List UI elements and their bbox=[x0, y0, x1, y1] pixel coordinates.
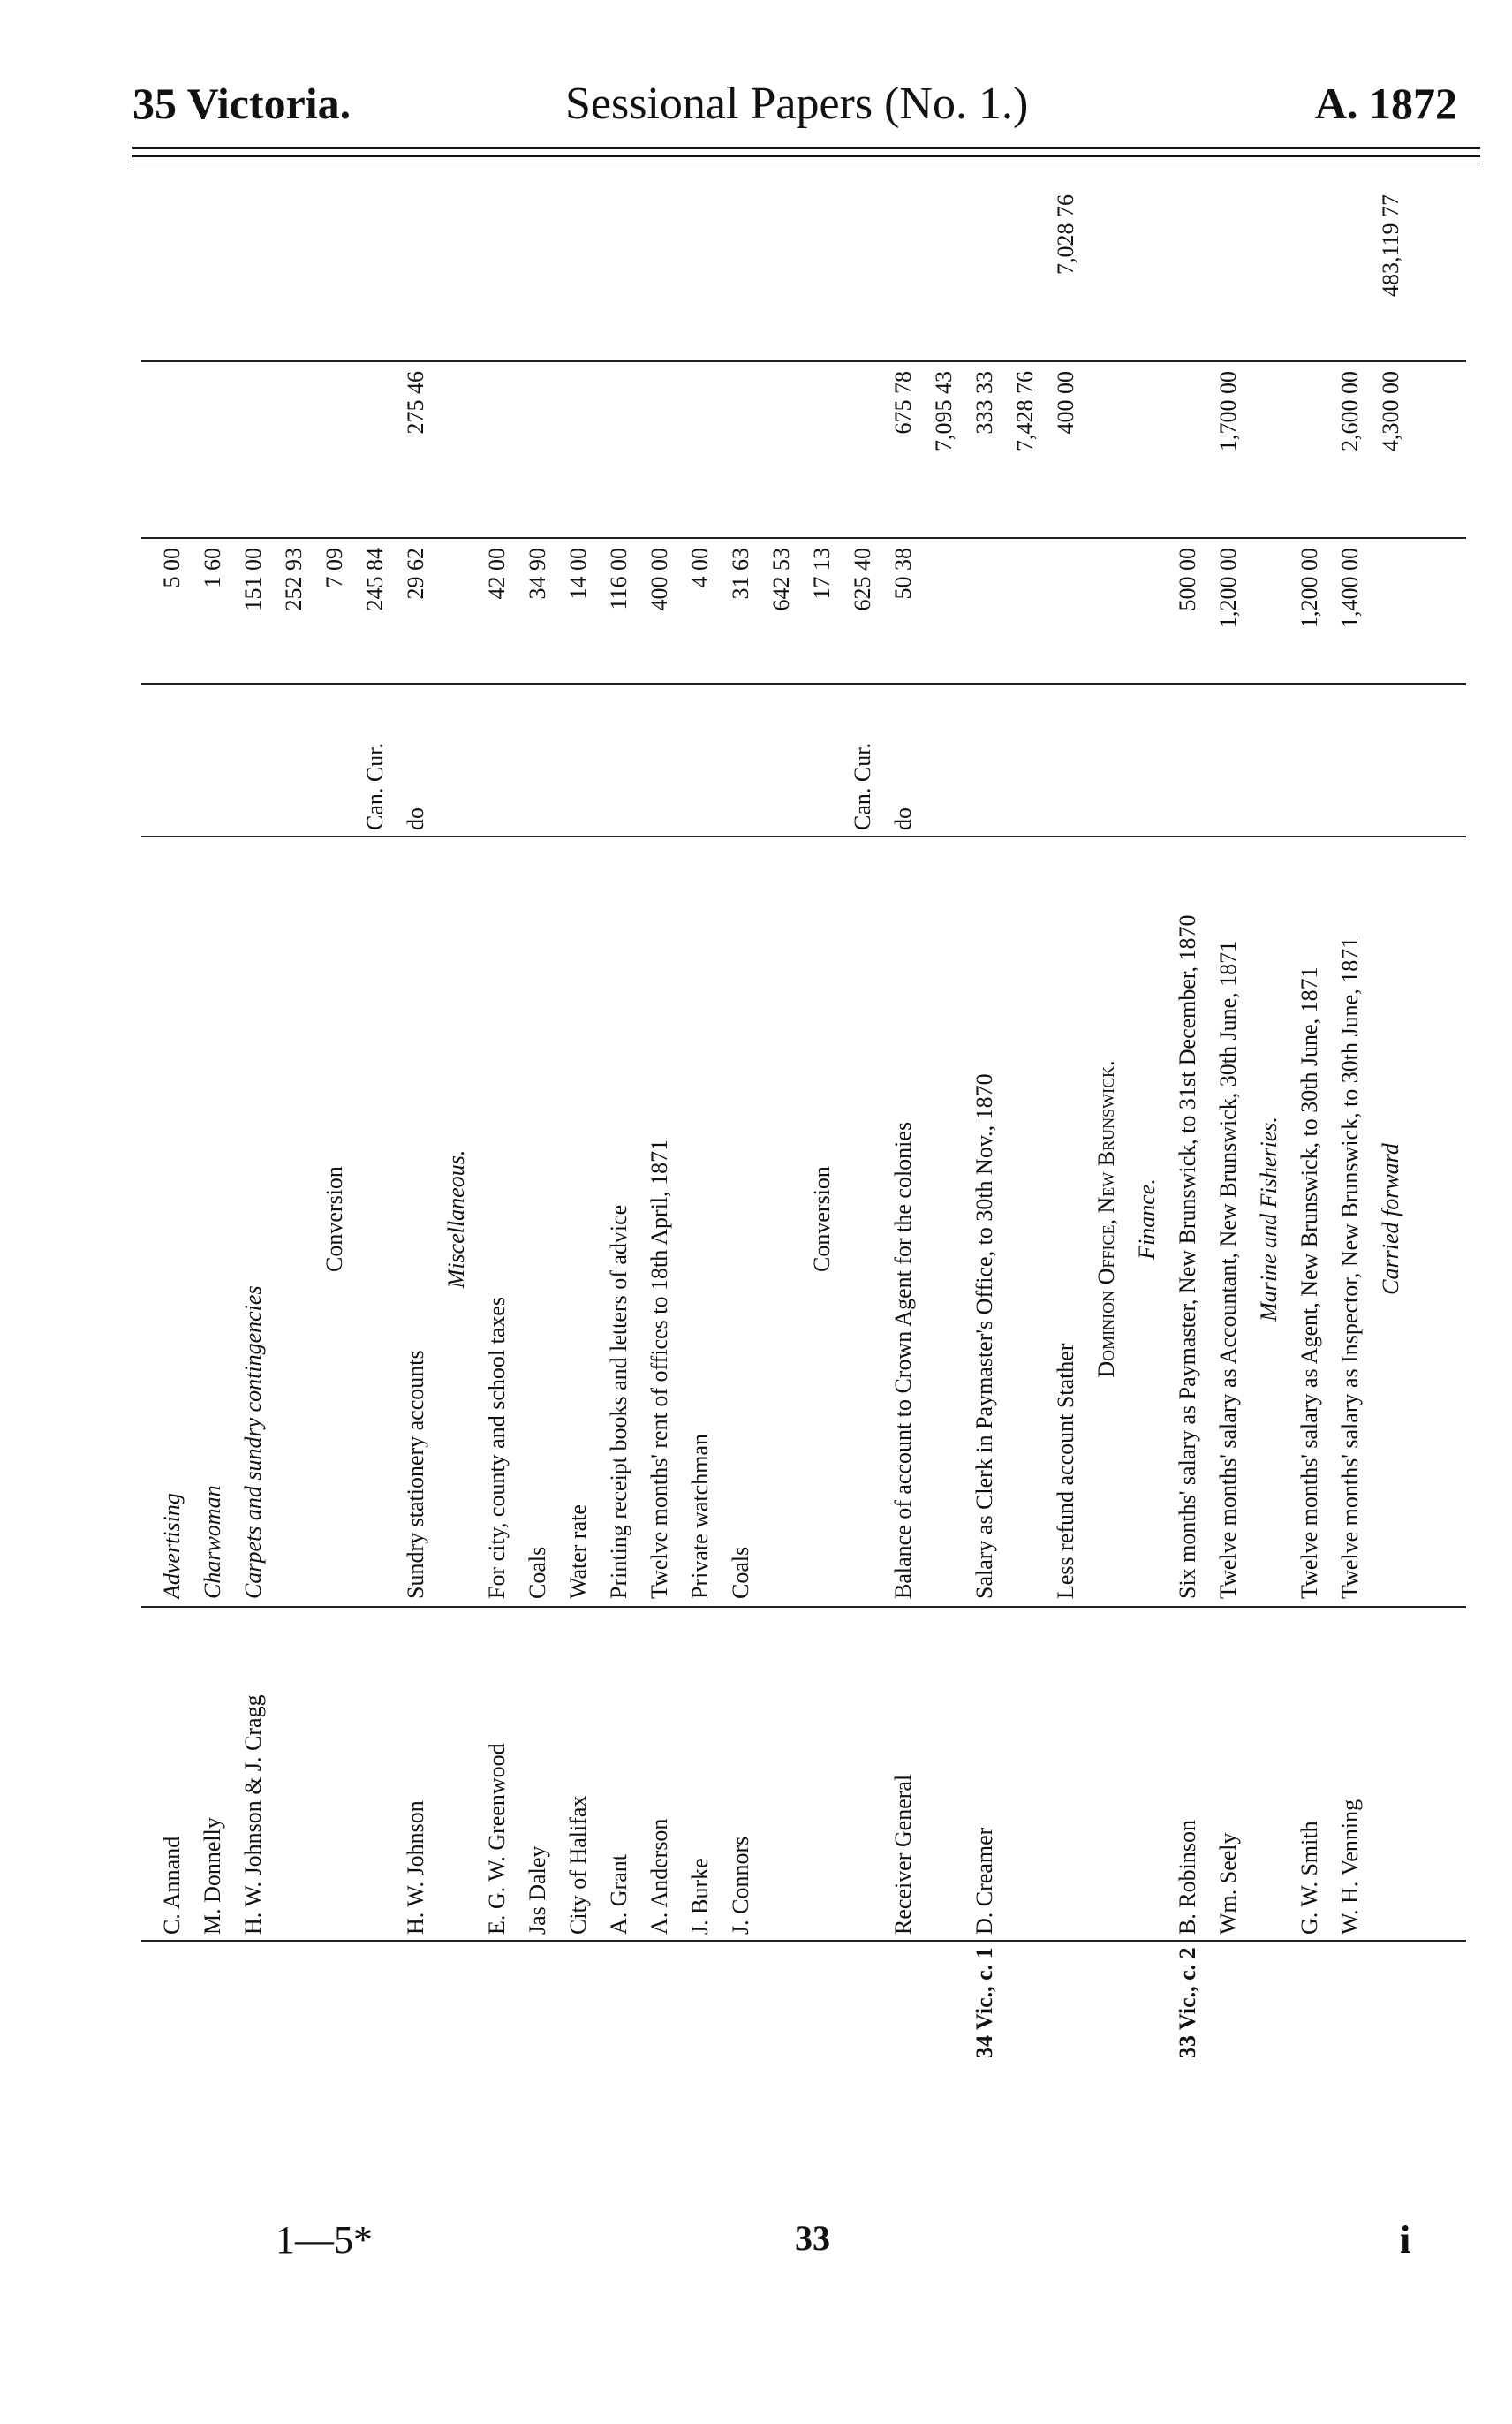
description: Advertising bbox=[159, 1493, 185, 1599]
amount-detail: 400 00 bbox=[646, 548, 672, 611]
page-number: 33 bbox=[795, 2218, 830, 2258]
amount-detail: 7 09 bbox=[321, 548, 347, 588]
description: Twelve months' salary as Agent, New Brunswick, to 30th June, 1871 bbox=[1297, 966, 1322, 1599]
currency-note: Can. Cur. bbox=[850, 743, 875, 830]
amount-detail: 1,400 00 bbox=[1337, 548, 1363, 628]
table-row bbox=[565, 194, 606, 2058]
table-row bbox=[281, 194, 321, 2058]
page-letter: i bbox=[1400, 2218, 1411, 2261]
amount-detail: 31 63 bbox=[728, 548, 753, 600]
table-row bbox=[809, 194, 850, 2058]
payee-name: H. W. Johnson bbox=[403, 1800, 428, 1935]
table-row bbox=[1175, 194, 1215, 2058]
description: Twelve months' salary as Accountant, New Brunswick, 30th June, 1871 bbox=[1215, 940, 1241, 1599]
table-row bbox=[1093, 194, 1134, 2058]
amount-detail: 245 84 bbox=[362, 548, 388, 611]
table-row bbox=[159, 194, 200, 2058]
table-row bbox=[321, 194, 362, 2058]
table-row bbox=[606, 194, 646, 2058]
description: Balance of account to Crown Agent for the colonies bbox=[890, 1121, 916, 1599]
description: Charwoman bbox=[200, 1485, 225, 1599]
currency-note: Can. Cur. bbox=[362, 743, 388, 830]
table-row bbox=[768, 194, 809, 2058]
amount-detail: 116 00 bbox=[606, 548, 631, 610]
amount-detail: 1,200 00 bbox=[1297, 548, 1322, 628]
payee-name: C. Annand bbox=[159, 1836, 185, 1935]
table-row bbox=[240, 194, 281, 2058]
description: Dominion Office, New Brunswick. bbox=[1093, 1060, 1119, 1378]
table-row bbox=[1337, 194, 1378, 2058]
running-head-title: Sessional Papers (No. 1.) bbox=[565, 79, 1029, 129]
amount-detail: 642 53 bbox=[768, 548, 794, 611]
amount-total: 7,028 76 bbox=[1053, 194, 1078, 275]
description: Printing receipt books and letters of advice bbox=[606, 1204, 631, 1599]
table-row bbox=[200, 194, 240, 2058]
table-row bbox=[1215, 194, 1256, 2058]
payee-name: City of Halifax bbox=[565, 1795, 591, 1935]
table-row bbox=[1053, 194, 1093, 2058]
payee-name: J. Connors bbox=[728, 1836, 753, 1935]
table-row bbox=[1012, 194, 1053, 2058]
amount-detail: 252 93 bbox=[281, 548, 306, 611]
amount-total: 483,119 77 bbox=[1378, 194, 1403, 298]
payee-name: J. Burke bbox=[687, 1858, 713, 1935]
amount-subtotal: 333 33 bbox=[971, 371, 997, 435]
amount-detail: 14 00 bbox=[565, 548, 591, 600]
description: Conversion bbox=[809, 1166, 835, 1272]
payee-name: G. W. Smith bbox=[1297, 1821, 1322, 1935]
amount-detail: 500 00 bbox=[1175, 548, 1200, 611]
payee-name: D. Creamer bbox=[971, 1827, 997, 1935]
description: Coals bbox=[728, 1546, 753, 1599]
description: Miscellaneous. bbox=[443, 1149, 469, 1289]
amount-subtotal: 675 78 bbox=[890, 371, 916, 435]
payee-name: E. G. W. Greenwood bbox=[484, 1743, 510, 1935]
table-row bbox=[1256, 194, 1297, 2058]
amount-subtotal: 275 46 bbox=[403, 371, 428, 435]
payee-name: Wm. Seely bbox=[1215, 1832, 1241, 1935]
description: Twelve months' salary as Inspector, New Brunswick, to 30th June, 1871 bbox=[1337, 936, 1363, 1599]
table-row bbox=[362, 194, 403, 2058]
description: Finance. bbox=[1134, 1178, 1160, 1260]
amount-detail: 625 40 bbox=[850, 548, 875, 611]
description: Sundry stationery accounts bbox=[403, 1350, 428, 1599]
table-row bbox=[484, 194, 525, 2058]
currency-note: do bbox=[890, 807, 916, 830]
description: Water rate bbox=[565, 1504, 591, 1599]
amount-detail: 50 38 bbox=[890, 548, 916, 600]
payee-name: H. W. Johnson & J. Cragg bbox=[240, 1694, 266, 1935]
amount-detail: 1,200 00 bbox=[1215, 548, 1241, 628]
payee-name: A. Anderson bbox=[646, 1818, 672, 1935]
amount-subtotal: 1,700 00 bbox=[1215, 371, 1241, 451]
running-head-left: 35 Victoria. bbox=[132, 79, 352, 128]
table-row bbox=[1378, 194, 1418, 2058]
statute-ref: 33 Vic., c. 2 bbox=[1175, 1947, 1200, 2058]
signature-mark: 1—5* bbox=[276, 2218, 373, 2261]
table-row bbox=[971, 194, 1012, 2058]
amount-subtotal: 4,300 00 bbox=[1378, 371, 1403, 451]
payee-name: A. Grant bbox=[606, 1854, 631, 1935]
payee-name: Jas Daley bbox=[525, 1845, 550, 1935]
payee-name: B. Robinson bbox=[1175, 1819, 1200, 1935]
amount-subtotal: 7,095 43 bbox=[931, 371, 956, 451]
description: Private watchman bbox=[687, 1434, 713, 1599]
description: Less refund account Stather bbox=[1053, 1343, 1078, 1599]
header-rule bbox=[132, 155, 1480, 157]
description: Carpets and sundry contingencies bbox=[240, 1285, 266, 1599]
table-row bbox=[931, 194, 971, 2058]
description: For city, county and school taxes bbox=[484, 1296, 510, 1599]
accounts-table bbox=[141, 194, 1466, 2058]
table-row bbox=[687, 194, 728, 2058]
description: Carried forward bbox=[1378, 1143, 1403, 1295]
currency-note: do bbox=[403, 807, 428, 830]
table-row bbox=[403, 194, 443, 2058]
table-row bbox=[1134, 194, 1175, 2058]
table-row bbox=[443, 194, 484, 2058]
table-row bbox=[850, 194, 890, 2058]
amount-detail: 4 00 bbox=[687, 548, 713, 588]
amount-detail: 1 60 bbox=[200, 548, 225, 588]
table-row bbox=[890, 194, 931, 2058]
amount-detail: 151 00 bbox=[240, 548, 266, 611]
amount-detail: 29 62 bbox=[403, 548, 428, 600]
amount-detail: 5 00 bbox=[159, 548, 185, 588]
description: Marine and Fisheries. bbox=[1256, 1117, 1281, 1322]
description: Conversion bbox=[321, 1166, 347, 1272]
description: Twelve months' rent of offices to 18th April, 1871 bbox=[646, 1139, 672, 1599]
table-row bbox=[1297, 194, 1337, 2058]
amount-detail: 17 13 bbox=[809, 548, 835, 600]
table-row bbox=[525, 194, 565, 2058]
amount-detail: 34 90 bbox=[525, 548, 550, 600]
table-row bbox=[728, 194, 768, 2058]
description: Coals bbox=[525, 1546, 550, 1599]
payee-name: W. H. Venning bbox=[1337, 1799, 1363, 1935]
amount-subtotal: 2,600 00 bbox=[1337, 371, 1363, 451]
statute-ref: 34 Vic., c. 1 bbox=[971, 1947, 997, 2058]
payee-name: Receiver General bbox=[890, 1774, 916, 1935]
amount-subtotal: 400 00 bbox=[1053, 371, 1078, 435]
table-row bbox=[646, 194, 687, 2058]
header-rule bbox=[132, 147, 1480, 149]
description: Six months' salary as Paymaster, New Brunswick, to 31st December, 1870 bbox=[1175, 914, 1200, 1599]
description: Salary as Clerk in Paymaster's Office, to 30th Nov., 1870 bbox=[971, 1073, 997, 1599]
amount-subtotal: 7,428 76 bbox=[1012, 371, 1038, 451]
amount-detail: 42 00 bbox=[484, 548, 510, 600]
payee-name: M. Donnelly bbox=[200, 1817, 225, 1935]
running-head-year: A. 1872 bbox=[1314, 79, 1457, 128]
